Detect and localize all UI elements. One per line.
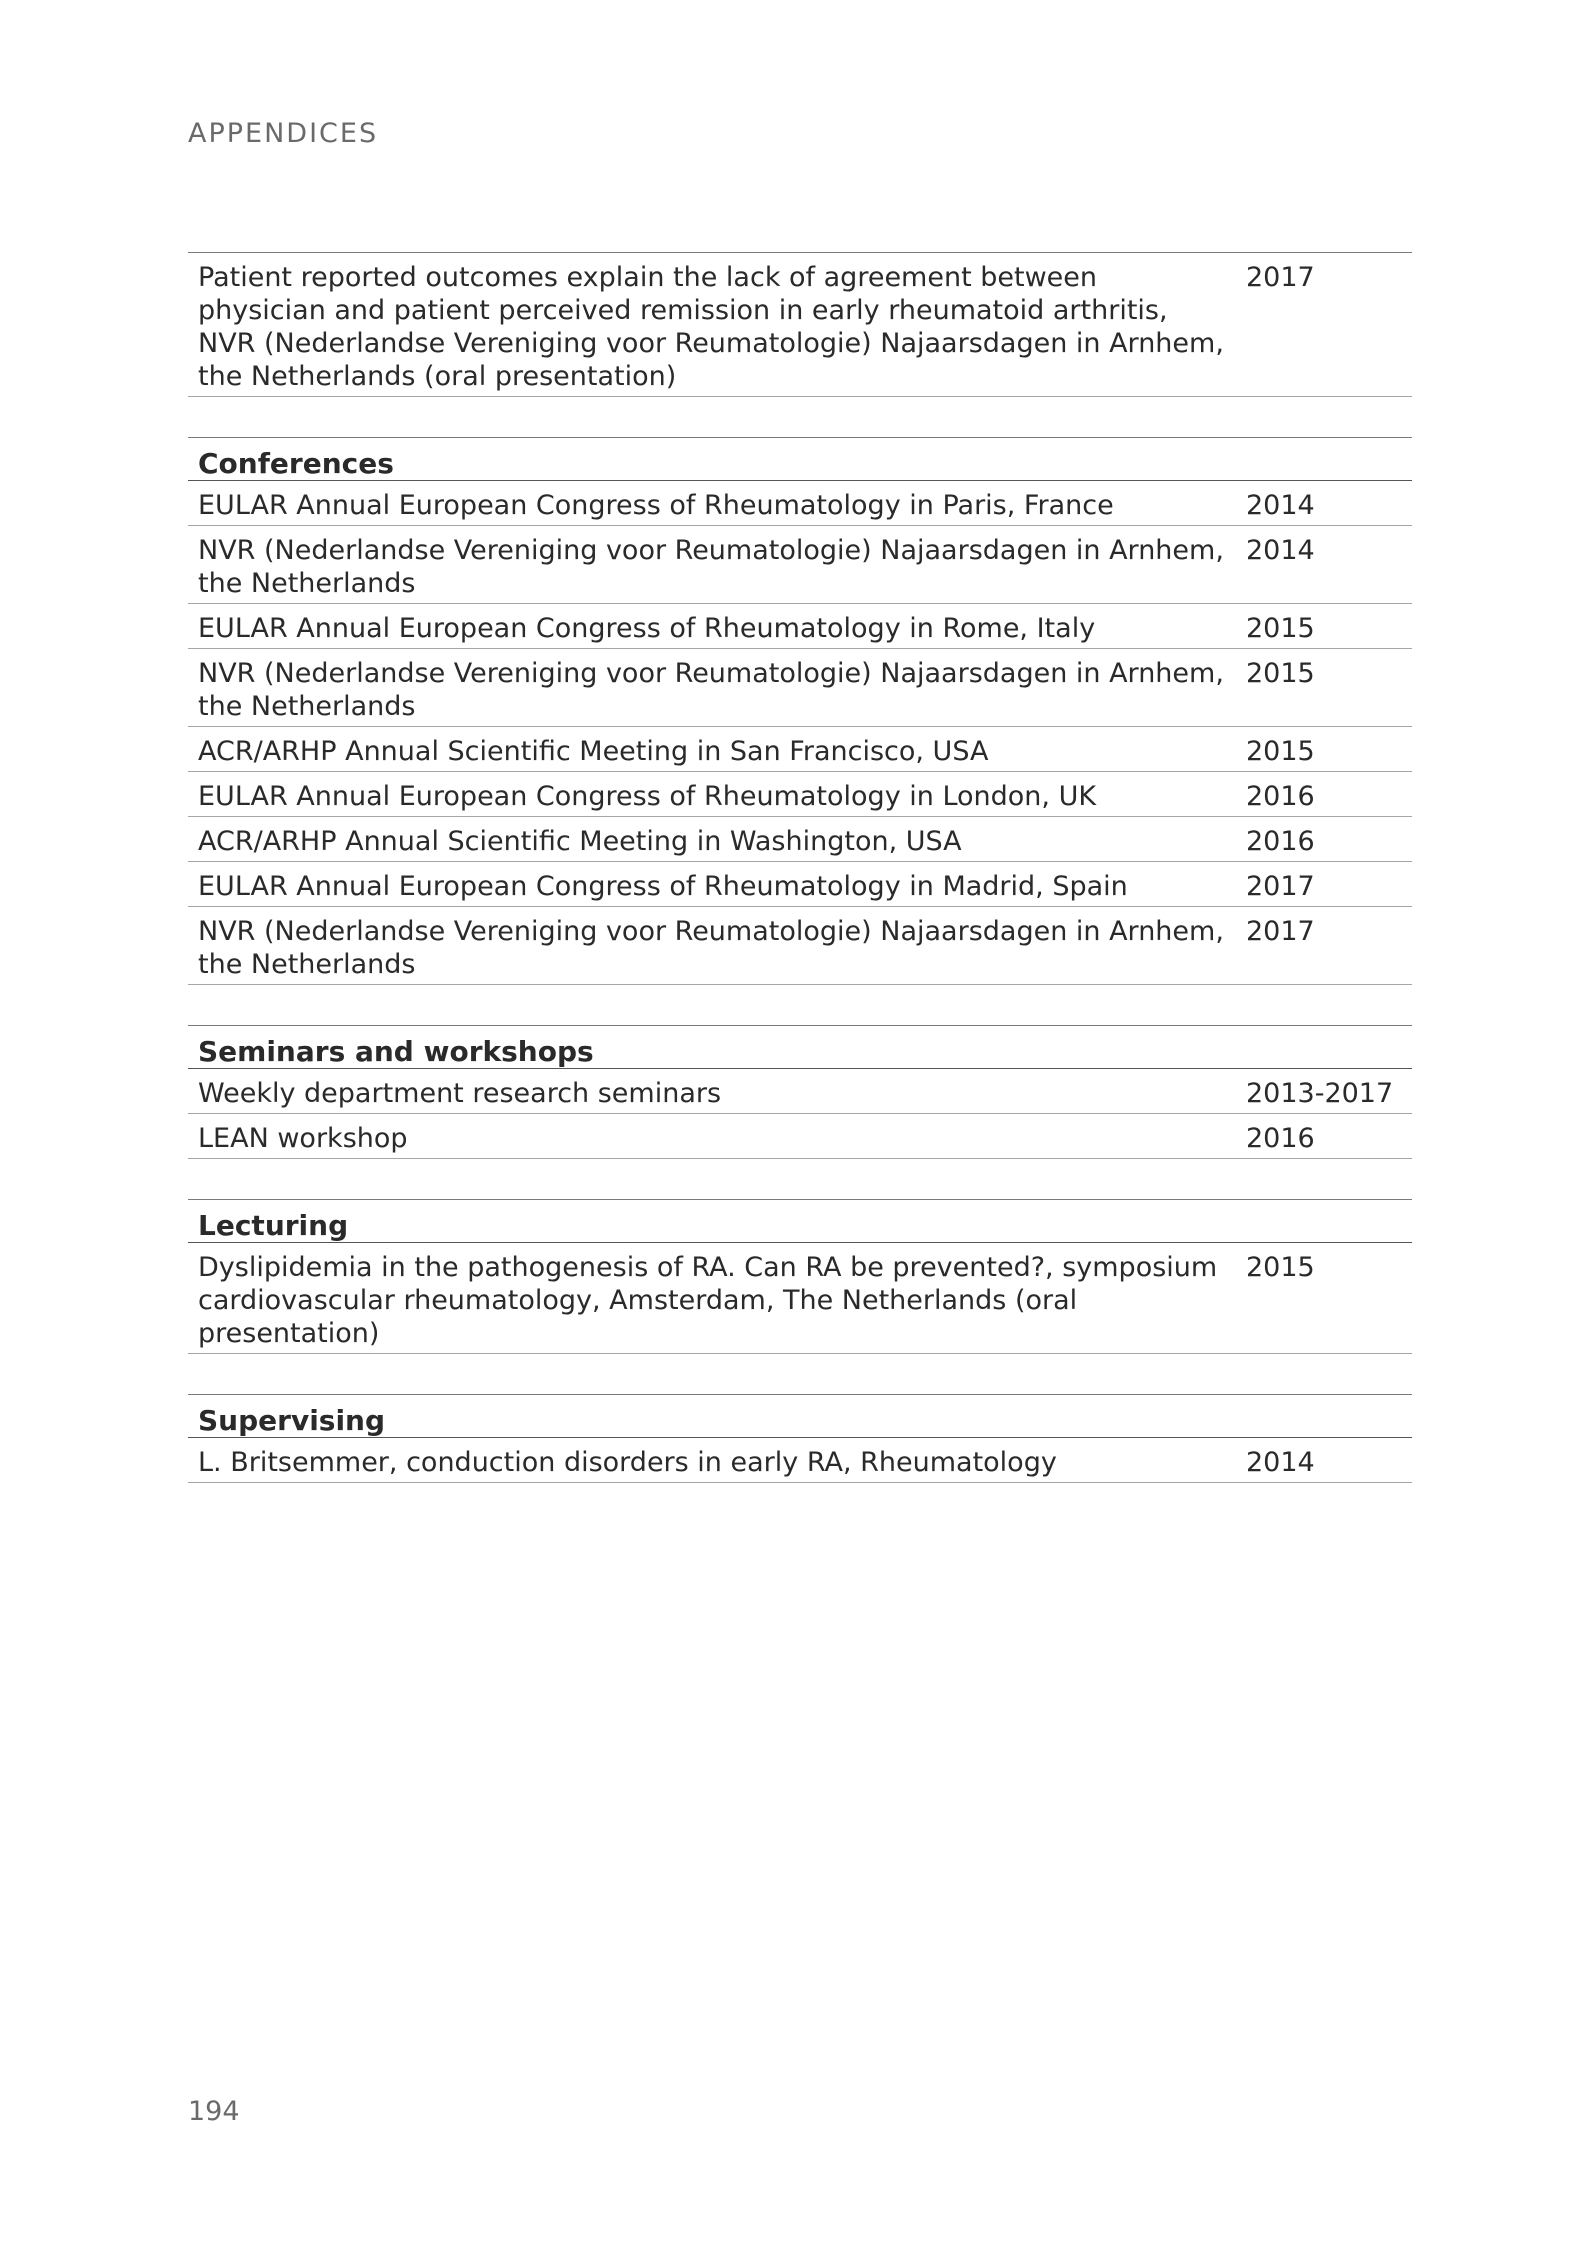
row-year: 2014 xyxy=(1246,490,1315,521)
row-text: Patient reported outcomes explain the lack of agreement between physician and patient perceived remission in early rheumatoid arthritis, NVR (Nederlandse Vereniging voor Reumatologie) Najaarsdagen in Arnhem, the Netherlands (oral presentation) xyxy=(198,262,1224,392)
row-year: 2017 xyxy=(1246,262,1315,293)
conferences-heading: Conferences xyxy=(188,438,1412,481)
conferences-block xyxy=(188,437,1412,985)
seminars-block xyxy=(188,1025,1412,1159)
page-number: 194 xyxy=(188,2096,240,2127)
table-row xyxy=(188,1243,1412,1354)
lecturing-block xyxy=(188,1199,1412,1354)
table-row xyxy=(188,649,1412,727)
row-year: 2017 xyxy=(1246,871,1315,902)
row-text: ACR/ARHP Annual Scientific Meeting in San Francisco, USA xyxy=(198,736,989,767)
row-text: NVR (Nederlandse Vereniging voor Reumatologie) Najaarsdagen in Arnhem, the Netherlands xyxy=(198,916,1224,980)
row-text: NVR (Nederlandse Vereniging voor Reumatologie) Najaarsdagen in Arnhem, the Netherlands xyxy=(198,658,1224,722)
row-year: 2015 xyxy=(1246,736,1315,767)
table-row xyxy=(188,1114,1412,1159)
supervising-heading: Supervising xyxy=(188,1395,1412,1438)
row-text: EULAR Annual European Congress of Rheumatology in Madrid, Spain xyxy=(198,871,1128,902)
table-row xyxy=(188,907,1412,985)
row-text: LEAN workshop xyxy=(198,1123,408,1154)
portfolio-content xyxy=(188,252,1412,1483)
table-row xyxy=(188,481,1412,526)
row-text: Dyslipidemia in the pathogenesis of RA. Can RA be prevented?, symposium cardiovascular rheumatology, Amsterdam, The Netherlands (oral presentation) xyxy=(198,1252,1218,1349)
row-year: 2014 xyxy=(1246,535,1315,566)
row-year: 2015 xyxy=(1246,613,1315,644)
row-text: EULAR Annual European Congress of Rheumatology in Paris, France xyxy=(198,490,1114,521)
table-row xyxy=(188,253,1412,397)
presentations-block xyxy=(188,252,1412,397)
supervising-block xyxy=(188,1394,1412,1483)
table-row xyxy=(188,817,1412,862)
row-year: 2013-2017 xyxy=(1246,1078,1394,1109)
table-row xyxy=(188,1069,1412,1114)
row-text: L. Britsemmer, conduction disorders in early RA, Rheumatology xyxy=(198,1447,1057,1478)
row-year: 2016 xyxy=(1246,1123,1315,1154)
row-text: Weekly department research seminars xyxy=(198,1078,722,1109)
running-header: APPENDICES xyxy=(188,118,379,149)
table-row xyxy=(188,526,1412,604)
row-year: 2015 xyxy=(1246,1252,1315,1283)
row-text: ACR/ARHP Annual Scientific Meeting in Washington, USA xyxy=(198,826,962,857)
table-row xyxy=(188,604,1412,649)
row-year: 2015 xyxy=(1246,658,1315,689)
row-text: NVR (Nederlandse Vereniging voor Reumatologie) Najaarsdagen in Arnhem, the Netherlands xyxy=(198,535,1224,599)
seminars-heading: Seminars and workshops xyxy=(188,1026,1412,1069)
row-year: 2016 xyxy=(1246,781,1315,812)
table-row xyxy=(188,772,1412,817)
row-text: EULAR Annual European Congress of Rheumatology in London, UK xyxy=(198,781,1097,812)
lecturing-heading: Lecturing xyxy=(188,1200,1412,1243)
row-year: 2016 xyxy=(1246,826,1315,857)
row-text: EULAR Annual European Congress of Rheumatology in Rome, Italy xyxy=(198,613,1096,644)
row-year: 2017 xyxy=(1246,916,1315,947)
table-row xyxy=(188,862,1412,907)
row-year: 2014 xyxy=(1246,1447,1315,1478)
table-row xyxy=(188,727,1412,772)
table-row xyxy=(188,1438,1412,1483)
